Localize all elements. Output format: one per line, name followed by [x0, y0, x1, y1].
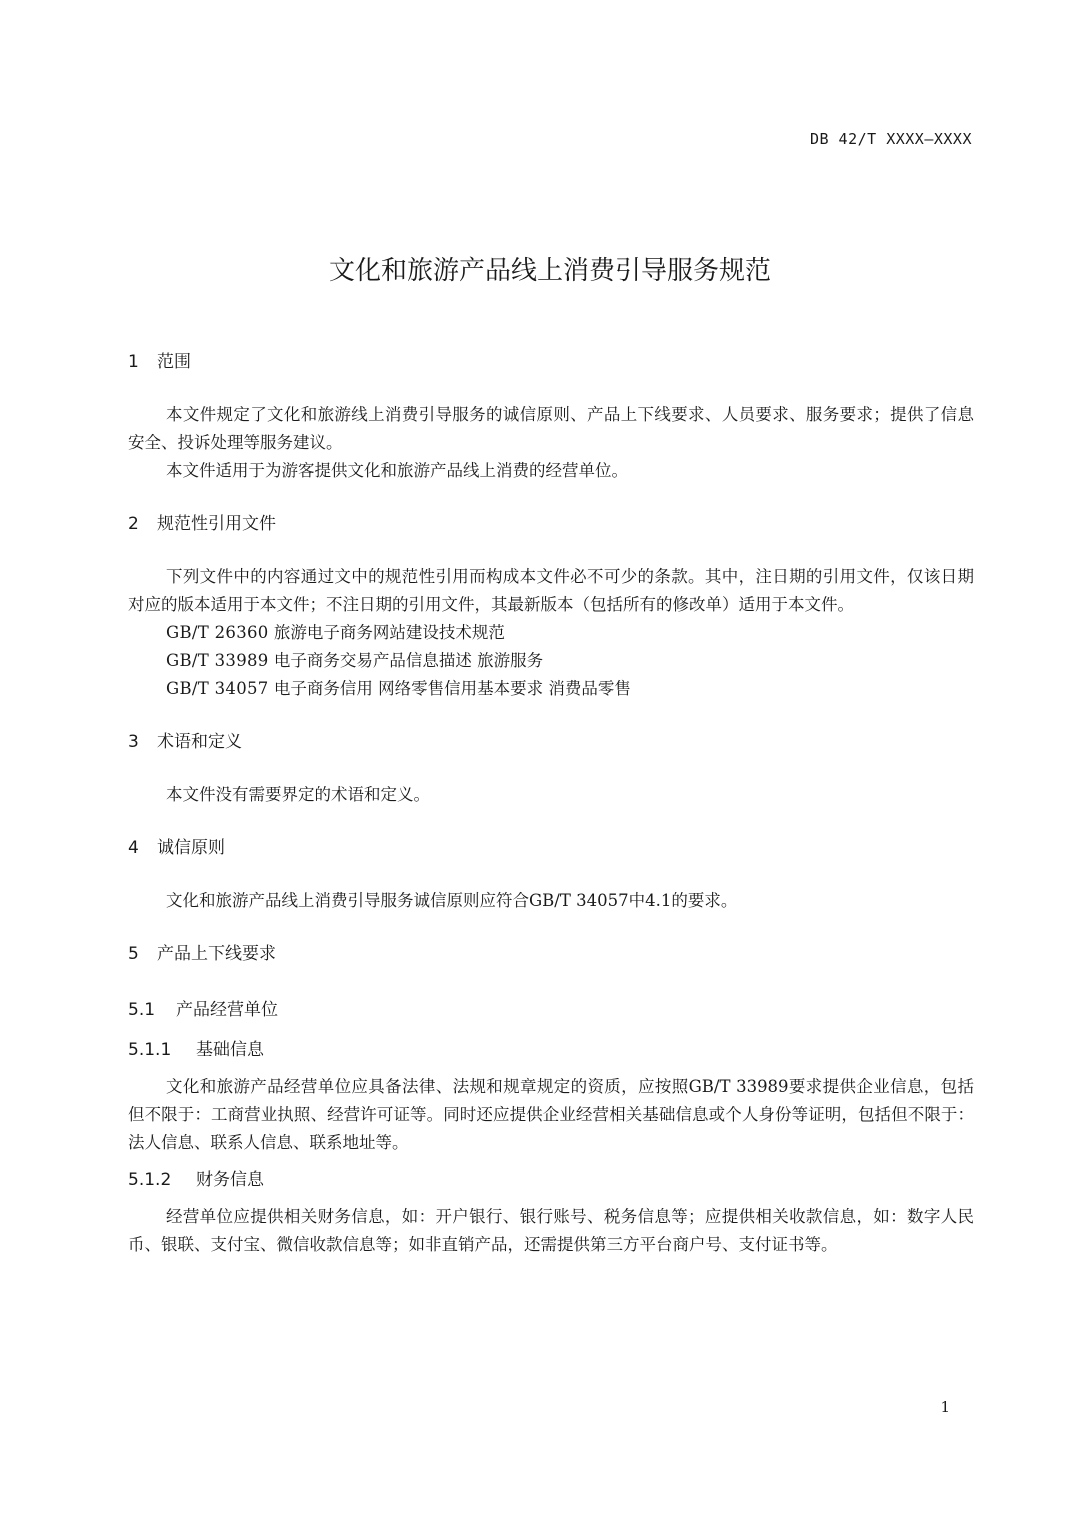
- section-3-heading: [128, 725, 974, 759]
- subsection-5-1-heading: [128, 993, 974, 1027]
- section-number: 5: [128, 944, 139, 964]
- section-3-paragraph-1: 本文件没有需要界定的术语和定义。: [166, 785, 430, 804]
- section-number: 2: [128, 514, 139, 534]
- reference-code: GB/T 34057: [166, 679, 269, 698]
- section-5-heading: [128, 937, 974, 971]
- section-number: 1: [128, 352, 139, 372]
- reference-item: [128, 675, 974, 703]
- page-number: 1: [940, 1398, 950, 1416]
- subsection-title: 产品经营单位: [176, 1000, 278, 1020]
- reference-name: 电子商务交易产品信息描述 旅游服务: [273, 651, 544, 670]
- subsection-5-1-1-paragraph: 文化和旅游产品经营单位应具备法律、法规和规章规定的资质，应按照GB/T 33989要求提供企业信息，包括但不限于：工商营业执照、经营许可证等。同时还应提供企业经营相关基础信息或个人身份等证明，包括但不限于：法人信息、联系人信息、联系地址等。: [128, 1077, 974, 1152]
- subsection-title: 基础信息: [196, 1040, 264, 1060]
- section-1-heading: [128, 345, 974, 379]
- subsection-number: 5.1.2: [128, 1170, 172, 1190]
- reference-code: GB/T 33989: [166, 651, 269, 670]
- section-2-paragraph-1: 下列文件中的内容通过文中的规范性引用而构成本文件必不可少的条款。其中，注日期的引用文件，仅该日期对应的版本适用于本文件；不注日期的引用文件，其最新版本（包括所有的修改单）适用于本文件。: [128, 567, 974, 614]
- subsection-number: 5.1.1: [128, 1040, 172, 1060]
- section-4-heading: [128, 831, 974, 865]
- section-title: 诚信原则: [157, 838, 225, 858]
- section-1-paragraph-2: 本文件适用于为游客提供文化和旅游产品线上消费的经营单位。: [166, 461, 628, 480]
- standard-code: DB 42/T XXXX—XXXX: [809, 130, 972, 148]
- reference-name: 旅游电子商务网站建设技术规范: [273, 623, 505, 642]
- section-1-paragraph-1: 本文件规定了文化和旅游线上消费引导服务的诚信原则、产品上下线要求、人员要求、服务要求；提供了信息安全、投诉处理等服务建议。: [128, 405, 974, 452]
- subsection-5-1-2-heading: [128, 1163, 974, 1197]
- subsection-number: 5.1: [128, 1000, 156, 1020]
- section-title: 术语和定义: [157, 732, 242, 752]
- document-body: [128, 345, 974, 1259]
- reference-code: GB/T 26360: [166, 623, 269, 642]
- section-number: 3: [128, 732, 139, 752]
- document-title: 文化和旅游产品线上消费引导服务规范: [328, 256, 771, 286]
- reference-item: [128, 647, 974, 675]
- reference-item: [128, 619, 974, 647]
- section-title: 范围: [157, 352, 191, 372]
- section-4-paragraph-1: 文化和旅游产品线上消费引导服务诚信原则应符合GB/T 34057中4.1的要求。: [166, 891, 738, 910]
- subsection-5-1-2-paragraph: 经营单位应提供相关财务信息，如：开户银行、银行账号、税务信息等；应提供相关收款信息，如：数字人民币、银联、支付宝、微信收款信息等；如非直销产品，还需提供第三方平台商户号、支付证书等。: [128, 1207, 974, 1254]
- section-title: 规范性引用文件: [157, 514, 276, 534]
- subsection-5-1-1-heading: [128, 1033, 974, 1067]
- reference-name: 电子商务信用 网络零售信用基本要求 消费品零售: [273, 679, 631, 698]
- section-title: 产品上下线要求: [157, 944, 276, 964]
- section-2-heading: [128, 507, 974, 541]
- section-number: 4: [128, 838, 139, 858]
- subsection-title: 财务信息: [196, 1170, 264, 1190]
